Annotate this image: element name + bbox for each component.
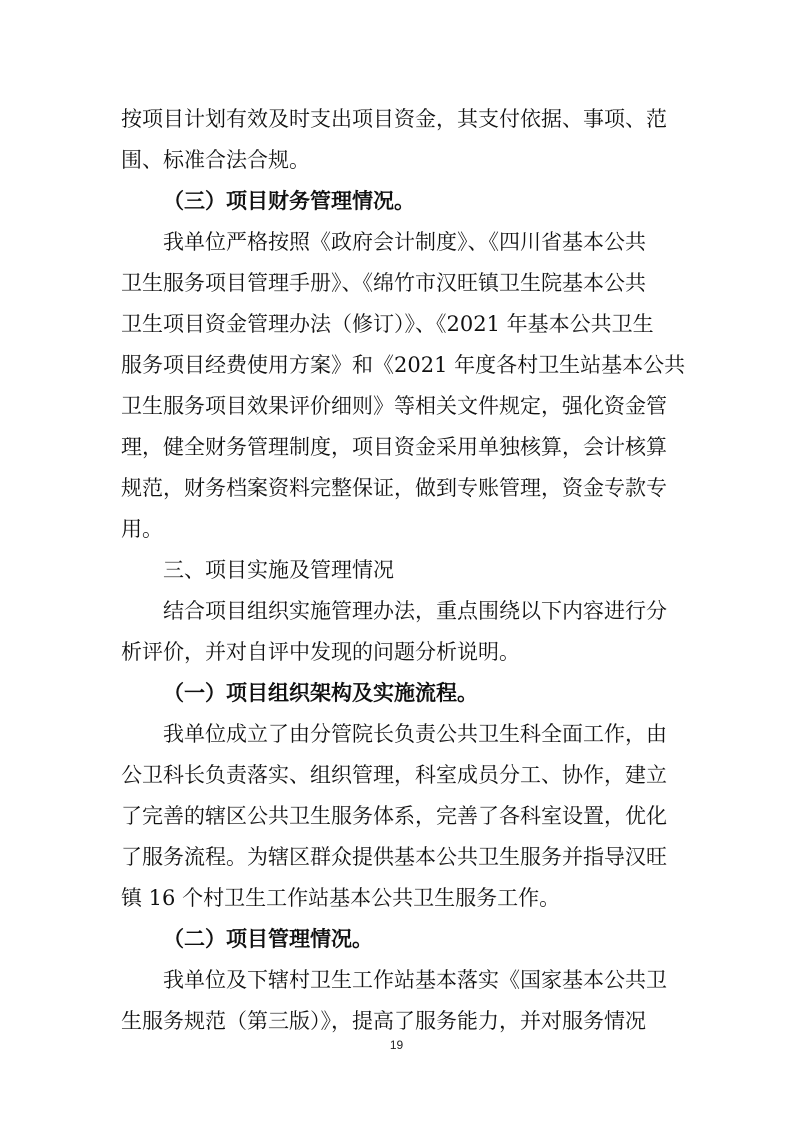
body-text-line: 我单位严格按照《政府会计制度》、《四川省基本公共 bbox=[163, 230, 646, 254]
body-text-line: 卫生项目资金管理办法（修订）》、《2021 年基本公共卫生 bbox=[121, 312, 654, 336]
page-number: 19 bbox=[389, 1038, 404, 1052]
body-text-line: 规范，财务档案资料完整保证，做到专账管理，资金专款专 bbox=[121, 476, 667, 500]
body-text-line: 了服务流程。为辖区群众提供基本公共卫生服务并指导汉旺 bbox=[121, 845, 667, 869]
body-text-line: 围、标准合法合规。 bbox=[121, 148, 310, 172]
body-text-line: 我单位及下辖村卫生工作站基本落实《国家基本公共卫 bbox=[163, 968, 667, 992]
body-text-line: 公卫科长负责落实、组织管理，科室成员分工、协作，建立 bbox=[121, 763, 667, 787]
body-text-line: 服务项目经费使用方案》和《2021 年度各村卫生站基本公共 bbox=[121, 353, 686, 377]
body-text-line: 生服务规范（第三版）》，提高了服务能力，并对服务情况 bbox=[121, 1009, 646, 1033]
chapter-heading: 三、项目实施及管理情况 bbox=[163, 558, 394, 582]
body-text-line: 我单位成立了由分管院长负责公共卫生科全面工作，由 bbox=[163, 722, 667, 746]
body-text-line: 卫生服务项目管理手册》、《绵竹市汉旺镇卫生院基本公共 bbox=[121, 271, 646, 295]
body-text-line: 镇 16 个村卫生工作站基本公共卫生服务工作。 bbox=[121, 886, 561, 910]
section-heading: （三）项目财务管理情况。 bbox=[163, 189, 415, 213]
body-text-line: 按项目计划有效及时支出项目资金，其支付依据、事项、范 bbox=[121, 107, 667, 131]
section-heading: （一）项目组织架构及实施流程。 bbox=[163, 681, 478, 705]
body-text-line: 结合项目组织实施管理办法，重点围绕以下内容进行分 bbox=[163, 599, 667, 623]
body-text-line: 用。 bbox=[121, 517, 163, 541]
body-text-line: 析评价，并对自评中发现的问题分析说明。 bbox=[121, 640, 520, 664]
body-text-line: 了完善的辖区公共卫生服务体系，完善了各科室设置，优化 bbox=[121, 804, 667, 828]
body-text-line: 卫生服务项目效果评价细则》等相关文件规定，强化资金管 bbox=[121, 394, 667, 418]
section-heading: （二）项目管理情况。 bbox=[163, 927, 373, 951]
body-text-line: 理，健全财务管理制度，项目资金采用单独核算，会计核算 bbox=[121, 435, 667, 459]
